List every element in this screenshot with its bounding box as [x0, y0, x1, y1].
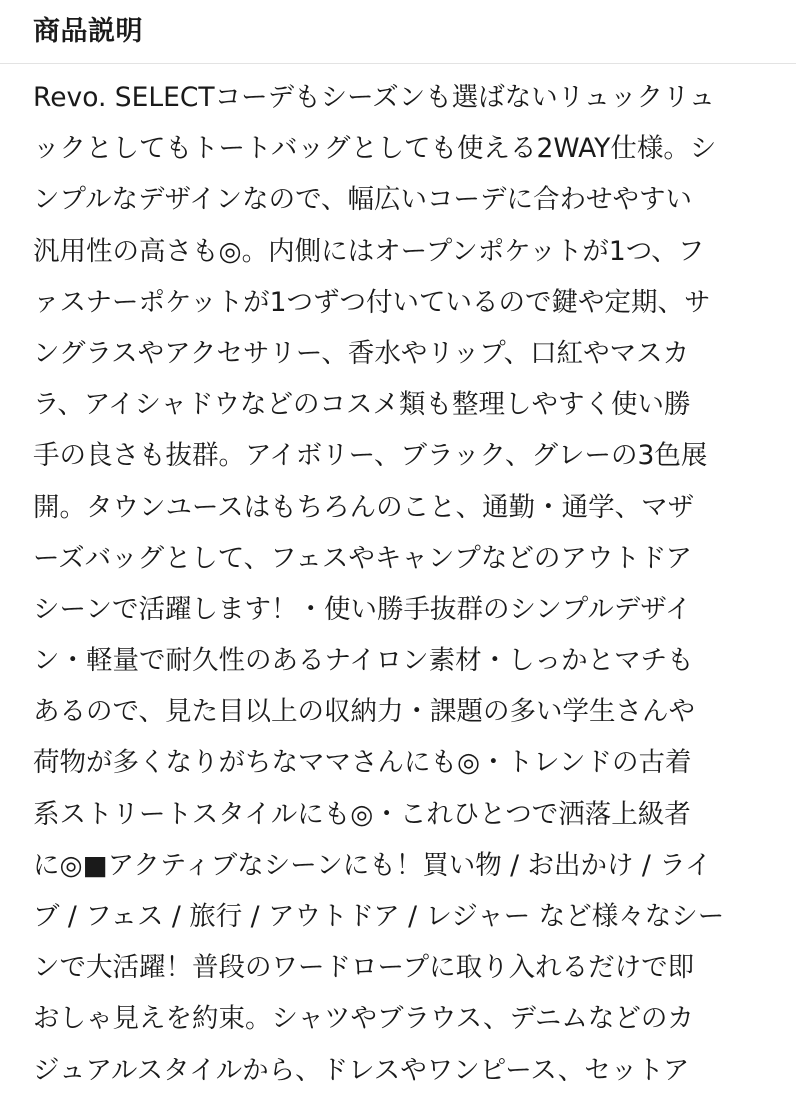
- description-line: ングラスやアクセサリー、香水やリップ、口紅やマスカ: [33, 337, 690, 369]
- description-line: ァスナーポケットが1つずつ付いているので鍵や定期、サ: [33, 286, 711, 318]
- description-line: ラ、アイシャドウなどのコスメ類も整理しやすく使い勝: [33, 389, 691, 421]
- description-line: ックとしてもトートバッグとしても使える2WAY仕様。シ: [33, 133, 717, 165]
- description-line: ン・軽量で耐久性のあるナイロン素材・しっかとマチも: [33, 645, 694, 677]
- description-line: ンで大活躍！普段のワードロープに取り入れるだけで即: [33, 952, 695, 984]
- description-line: あるので、見た目以上の収納力・課題の多い学生さんや: [33, 696, 695, 728]
- divider: [0, 63, 796, 64]
- description-line: Revo. SELECTコーデもシーズンも選ばないリュックリュ: [33, 82, 716, 113]
- description-line: 系ストリートスタイルにも◎・これひとつで洒落上級者: [33, 798, 691, 830]
- description-line: おしゃ見えを約束。シャツやブラウス、デニムなどのカ: [33, 1003, 694, 1035]
- description-line: 手の良さも抜群。アイボリー、ブラック、グレーの3色展: [33, 440, 708, 472]
- description-line: に◎■アクティブなシーンにも！買い物 / お出かけ / ライ: [33, 849, 712, 881]
- description-line: ンプルなデザインなので、幅広いコーデに合わせやすい: [33, 184, 693, 216]
- description-line: 荷物が多くなりがちなママさんにも◎・トレンドの古着: [33, 747, 692, 779]
- description-line: ブ / フェス / 旅行 / アウトドア / レジャー など様々なシー: [33, 901, 725, 932]
- description-line: 開。タウンユースはもちろんのこと、通勤・通学、マザ: [33, 491, 695, 523]
- description-line: ジュアルスタイルから、ドレスやワンピース、セットア: [33, 1054, 690, 1086]
- section-title: 商品説明: [33, 16, 143, 47]
- description-line: シーンで活躍します！・使い勝手抜群のシンプルデザイ: [33, 593, 692, 625]
- description-line: 汎用性の高さも◎。内側にはオープンポケットが1つ、フ: [33, 235, 705, 267]
- description-line: ーズバッグとして、フェスやキャンプなどのアウトドア: [33, 542, 693, 574]
- description-text: [33, 72, 773, 1096]
